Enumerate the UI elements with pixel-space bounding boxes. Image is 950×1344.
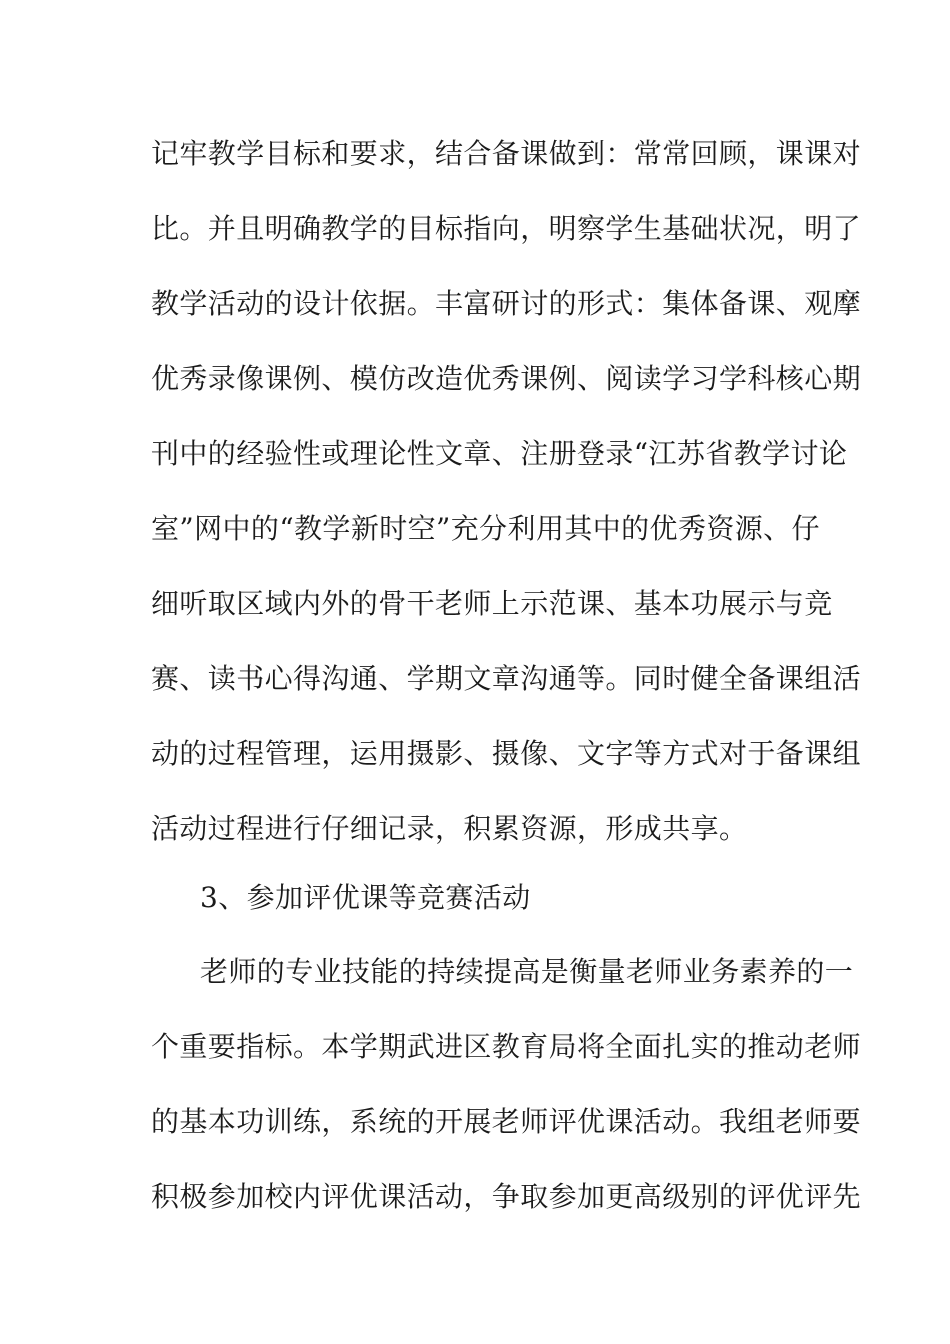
text-line: 活动过程进行仔细记录，积累资源，形成共享。 xyxy=(151,812,748,845)
text-line: 个重要指标。本学期武进区教育局将全面扎实的推动老师 xyxy=(151,1030,862,1063)
text-line: 动的过程管理，运用摄影、摄像、文字等方式对于备课组 xyxy=(151,737,862,770)
text-line: 老师的专业技能的持续提高是衡量老师业务素养的一 xyxy=(200,955,854,988)
text-line: 教学活动的设计依据。丰富研讨的形式：集体备课、观摩 xyxy=(151,287,862,320)
text-line: 细听取区域内外的骨干老师上示范课、基本功展示与竞 xyxy=(151,587,833,620)
text-line: 赛、读书心得沟通、学期文章沟通等。同时健全备课组活 xyxy=(151,662,862,695)
text-line: 记牢教学目标和要求，结合备课做到：常常回顾，课课对 xyxy=(151,137,862,170)
text-line: 优秀录像课例、模仿改造优秀课例、阅读学习学科核心期 xyxy=(151,362,862,395)
section-heading: 3、参加评优课等竞赛活动 xyxy=(200,881,531,914)
text-line: 的基本功训练，系统的开展老师评优课活动。我组老师要 xyxy=(151,1105,862,1138)
text-line: 比。并且明确教学的目标指向，明察学生基础状况，明了 xyxy=(151,212,862,245)
text-line: 室”网中的“教学新时空”充分利用其中的优秀资源、仔 xyxy=(151,512,820,545)
text-line: 刊中的经验性或理论性文章、注册登录“江苏省教学讨论 xyxy=(151,437,848,470)
text-line: 积极参加校内评优课活动，争取参加更高级别的评优评先 xyxy=(151,1180,862,1213)
